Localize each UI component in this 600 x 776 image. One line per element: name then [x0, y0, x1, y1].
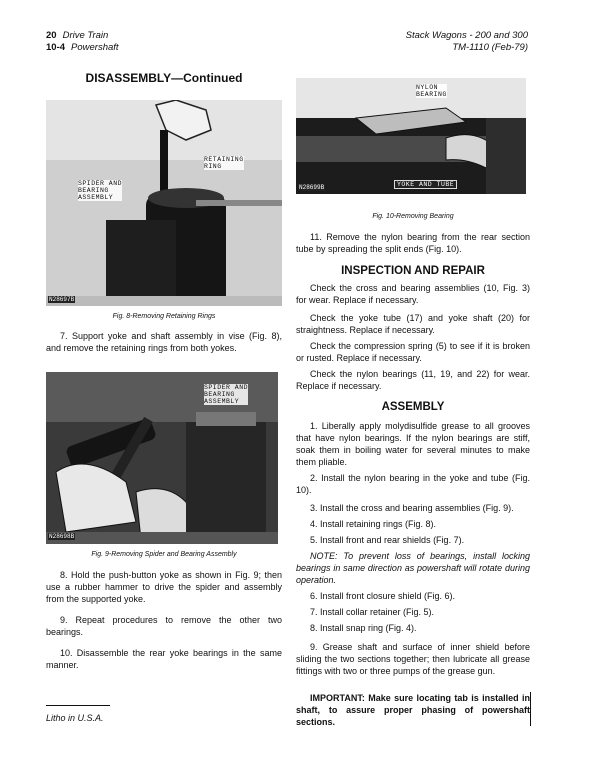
fig9-code: N28698B: [49, 533, 75, 540]
fig10-nylon-label: NYLON BEARING: [416, 84, 447, 98]
fig10-yoke-label: YOKE AND TUBE: [394, 180, 457, 189]
important-note: IMPORTANT: Make sure locating tab is installed in shaft, to assure proper phasing of powershaft sections.: [296, 693, 530, 727]
manual-number: TM-1110 (Feb-79): [452, 42, 528, 53]
inspection-4: Check the nylon bearings (11, 19, and 22) for wear. Replace if necessary.: [296, 369, 530, 391]
assembly-9: 9. Grease shaft and surface of inner shield before sliding the two sections together; then lubricate all grease fittings with two or three pumps of the grease gun.: [296, 642, 530, 676]
fig8-caption: Fig. 8-Removing Retaining Rings: [112, 313, 216, 320]
step-11: 11. Remove the nylon bearing from the rear section tube by spreading the split ends (Fig. 10).: [296, 232, 530, 254]
assembly-4: 4. Install retaining rings (Fig. 8).: [310, 519, 437, 529]
fig9-spider-label: SPIDER AND BEARING ASSEMBLY: [204, 384, 249, 405]
assembly-1: 1. Liberally apply molydisulfide grease to all grooves that have nylon bearings. If the nylon bearings are stiff, soak them in boiling water for several minutes to make them pliable.: [296, 421, 530, 467]
page-header-right: [406, 30, 528, 54]
step-7: 7. Support yoke and shaft assembly in vise (Fig. 8), and remove the retaining rings from both yokes.: [46, 331, 282, 353]
footer-rule: [46, 705, 110, 706]
sub-section-title: Powershaft: [71, 42, 119, 53]
manual-title: Stack Wagons - 200 and 300: [405, 30, 528, 41]
fig9-photo: [46, 372, 278, 544]
fig10-photo: [296, 78, 526, 194]
sub-page-number: 10-4: [46, 42, 66, 53]
assembly-7: 7. Install collar retainer (Fig. 5).: [310, 607, 435, 617]
inspection-3: Check the compression spring (5) to see if it is broken or rusted. Replace if necessary.: [296, 341, 530, 363]
step-9: 9. Repeat procedures to remove the other two bearings.: [46, 615, 282, 637]
inspection-2: Check the yoke tube (17) and yoke shaft (20) for straightness. Replace if necessary.: [296, 313, 530, 335]
fig9-caption: Fig. 9-Removing Spider and Bearing Assembly: [91, 551, 237, 558]
litho-footer: Litho in U.S.A.: [46, 713, 104, 723]
assembly-2: 2. Install the nylon bearing in the yoke and tube (Fig. 10).: [296, 473, 530, 495]
page-number: 20: [46, 30, 57, 41]
assembly-note: NOTE: To prevent loss of bearings, install locking bearings in same direction as powershaft will rotate during operation.: [296, 551, 530, 585]
fig8-spider-label: SPIDER AND BEARING ASSEMBLY: [78, 180, 123, 201]
step-8: 8. Hold the push-button yoke as shown in Fig. 9; then use a rubber hammer to drive the spider and assembly from the supported yoke.: [46, 570, 282, 604]
assembly-8: 8. Install snap ring (Fig. 4).: [310, 623, 417, 633]
step-10: 10. Disassemble the rear yoke bearings in the same manner.: [46, 648, 282, 670]
fig8-photo: [46, 100, 282, 306]
section-title: Drive Train: [62, 30, 109, 41]
fig10-code: N28699B: [299, 184, 325, 191]
assembly-6: 6. Install front closure shield (Fig. 6).: [310, 591, 456, 601]
page-header-left: [46, 30, 119, 54]
assembly-5: 5. Install front and rear shields (Fig. 7).: [310, 535, 465, 545]
inspection-1: Check the cross and bearing assemblies (10, Fig. 3) for wear. Replace if necessary.: [296, 283, 530, 305]
fig10-caption: Fig. 10-Removing Bearing: [372, 213, 454, 220]
inspection-heading: INSPECTION AND REPAIR: [341, 265, 485, 277]
change-bar: [530, 692, 531, 726]
assembly-heading: ASSEMBLY: [381, 401, 445, 413]
fig8-code: N28697B: [49, 296, 75, 303]
fig8-retaining-ring-label: RETAINING RING: [204, 156, 244, 170]
disassembly-heading: DISASSEMBLY—Continued: [85, 71, 243, 85]
assembly-3: 3. Install the cross and bearing assemblies (Fig. 9).: [310, 503, 514, 513]
